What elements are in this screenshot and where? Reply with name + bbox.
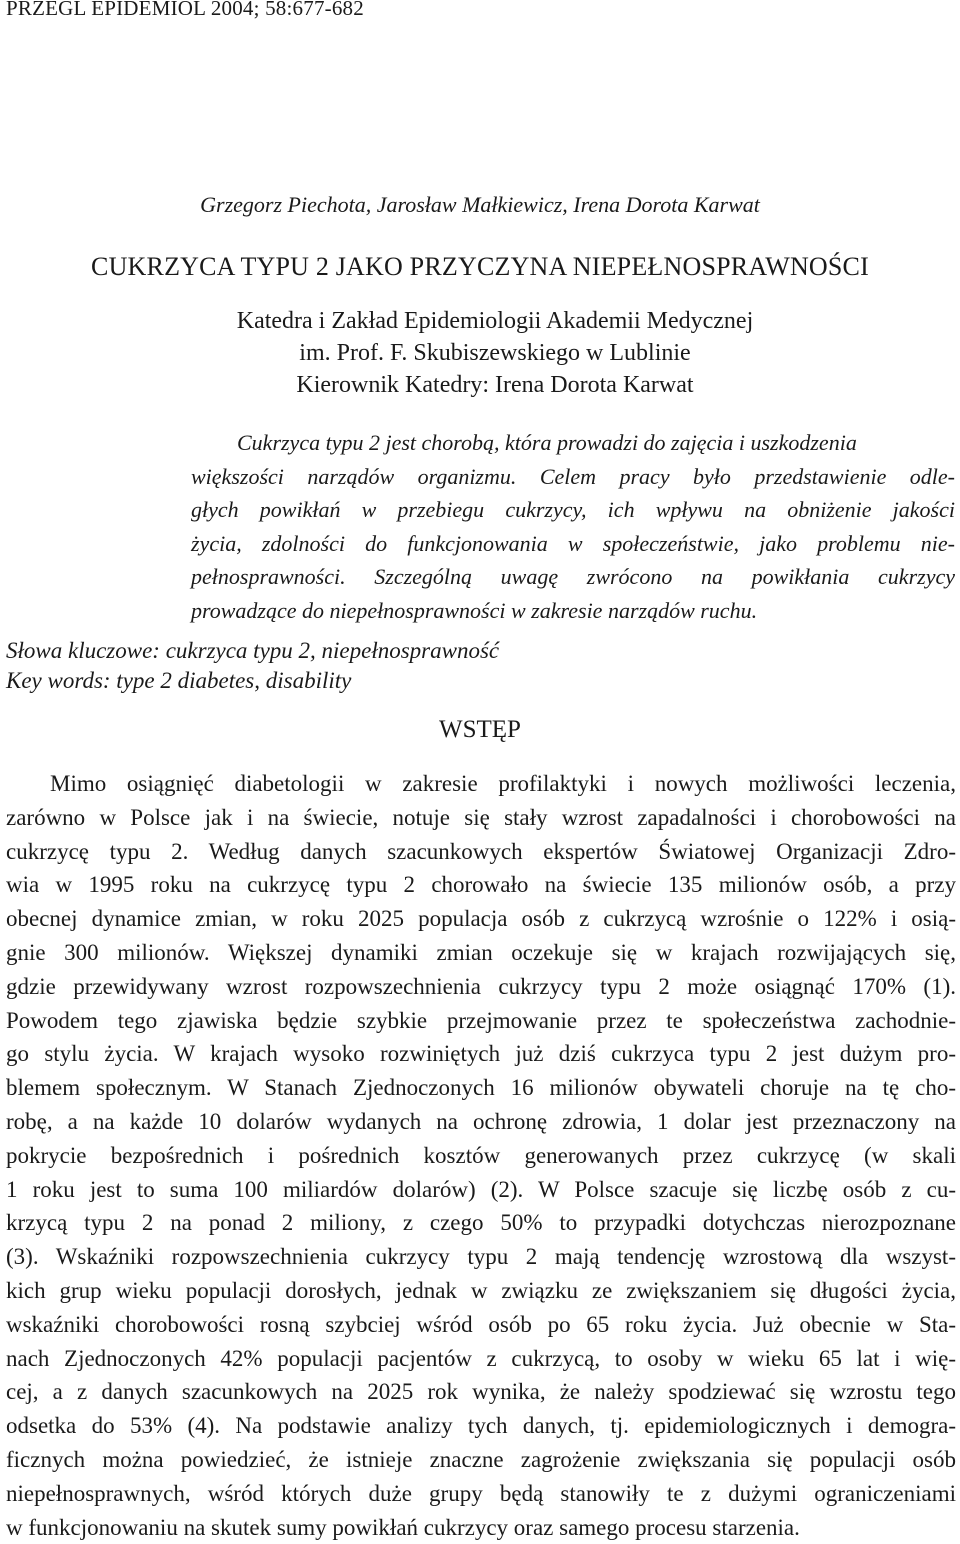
body-line: odsetka do 53% (4). Na podstawie analizy tych danych, tj. epidemiologicznych i demogra- <box>6 1413 956 1439</box>
body-line: blemem społecznym. W Stanach Zjednoczonych 16 milionów obywateli choruje na tę cho- <box>6 1075 956 1101</box>
body-line: pokrycie bezpośrednich i pośrednich kosztów generowanych przez cukrzycę (w skali <box>6 1142 956 1168</box>
body-line: kich grup wieku populacji dorosłych, jednak w związku ze zwiększaniem się długości życia, <box>6 1277 956 1303</box>
abstract-line: prowadzące do niepełnosprawności w zakresie narządów ruchu. <box>191 597 758 623</box>
body-line: robę, a na każde 10 dolarów wydanych na ochronę zdrowia, 1 dolar jest przeznaczony na <box>6 1108 956 1134</box>
journal-header: PRZEGL EPIDEMIOL 2004; 58:677-682 <box>6 0 364 20</box>
affiliation-line-2: im. Prof. F. Skubiszewskiego w Lublinie <box>299 340 691 366</box>
body-line: gnie 300 milionów. Większej dynamiki zmian oczekuje się w krajach rozwijających się, <box>6 939 956 965</box>
article-title: CUKRZYCA TYPU 2 JAKO PRZYCZYNA NIEPEŁNOSPRAWNOŚCI <box>91 252 869 281</box>
body-line: wskaźniki chorobowości rosną szybciej wśród osób po 65 roku życia. Już obecnie w Sta- <box>6 1311 956 1337</box>
body-line: (3). Wskaźniki rozpowszechnienia cukrzycy typu 2 mają tendencję wzrostową dla wszyst- <box>6 1244 956 1270</box>
author-list: Grzegorz Piechota, Jarosław Małkiewicz, Irena Dorota Karwat <box>200 192 760 217</box>
keywords-polish: Słowa kluczowe: cukrzyca typu 2, niepełnosprawność <box>6 638 500 663</box>
keywords-english: Key words: type 2 diabetes, disability <box>6 668 352 693</box>
abstract-line: Cukrzyca typu 2 jest chorobą, która prowadzi do zajęcia i uszkodzenia <box>237 430 857 455</box>
body-line: w funkcjonowaniu na skutek sumy powikłań cukrzycy oraz samego procesu starzenia. <box>6 1514 800 1540</box>
body-line: zarówno w Polsce jak i na świecie, notuje się stały wzrost zapadalności i chorobowości na <box>6 804 956 830</box>
affiliation-line-3: Kierownik Katedry: Irena Dorota Karwat <box>296 372 694 398</box>
body-line: niepełnosprawnych, wśród których duże grupy będą stanowiły te z dużymi ograniczeniami <box>6 1480 956 1506</box>
abstract-line: życia, zdolności do funkcjonowania w społeczeństwie, jako problemu nie- <box>191 530 955 556</box>
body-line: go stylu życia. W krajach wysoko rozwiniętych już dziś cukrzyca typu 2 jest dużym pro- <box>6 1041 956 1067</box>
body-line: cej, a z danych szacunkowych na 2025 rok wynika, że należy spodziewać się wzrostu tego <box>6 1379 956 1405</box>
body-line: ficznych można powiedzieć, że istnieje znaczne zagrożenie zwiększania się populacji osób <box>6 1446 956 1472</box>
abstract-line: głych powikłań w przebiegu cukrzycy, ich wpływu na obniżenie jakości <box>191 497 955 523</box>
body-line: nach Zjednoczonych 42% populacji pacjentów z cukrzycą, to osoby w wieku 65 lat i wię- <box>6 1345 956 1371</box>
body-line: 1 roku jest to suma 100 miliardów dolarów) (2). W Polsce szacuje się liczbę osób z cu- <box>6 1176 956 1202</box>
abstract <box>191 426 955 628</box>
body-line: krzycą typu 2 na ponad 2 miliony, z czego 50% to przypadki dotychczas nierozpoznane <box>6 1210 956 1236</box>
body-text <box>6 767 956 1544</box>
body-line: gdzie przewidywany wzrost rozpowszechnienia cukrzycy typu 2 może osiągnąć 170% (1). <box>6 973 956 999</box>
body-line: cukrzycę typu 2. Według danych szacunkowych ekspertów Światowej Organizacji Zdro- <box>6 838 956 864</box>
body-line: obecnej dynamice zmian, w roku 2025 populacja osób z cukrzycą wzrośnie o 122% i osią- <box>6 906 956 932</box>
body-line: Mimo osiągnięć diabetologii w zakresie profilaktyki i nowych możliwości leczenia, <box>50 771 956 796</box>
abstract-line: pełnosprawności. Szczególną uwagę zwrócono na powikłania cukrzycy <box>191 564 955 590</box>
affiliation-line-1: Katedra i Zakład Epidemiologii Akademii Medycznej <box>236 308 754 334</box>
abstract-line: większości narządów organizmu. Celem pracy było przedstawienie odle- <box>191 463 955 489</box>
section-heading: WSTĘP <box>439 716 521 743</box>
body-line: wia w 1995 roku na cukrzycę typu 2 chorowało na świecie 135 milionów osób, a przy <box>6 872 956 898</box>
body-line: Powodem tego zjawiska będzie szybkie przejmowanie przez te społeczeństwa zachodnie- <box>6 1007 956 1033</box>
